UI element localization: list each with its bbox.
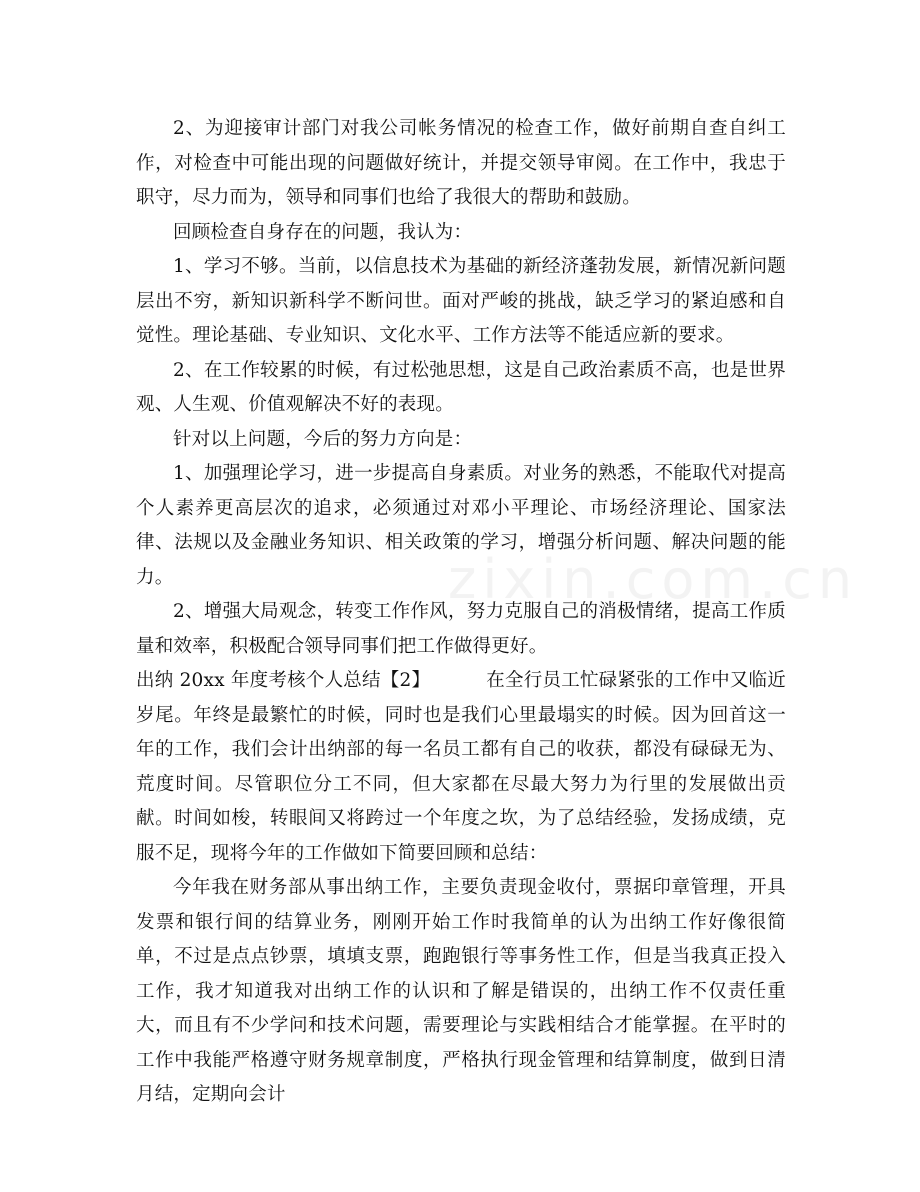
paragraph-problem-1: 1、学习不够。当前，以信息技术为基础的新经济蓬勃发展，新情况新问题层出不穷，新知识新科学不断问世。面对严峻的挑战，缺乏学习的紧迫感和自觉性。理论基础、专业知识、文化水平、工作方法等不能适应新的要求。 [136, 256, 786, 346]
watermark-text: zixin.com.cn [448, 548, 859, 611]
paragraph-direction-intro: 针对以上问题，今后的努力方向是： [173, 428, 473, 450]
paragraph-direction-1: 1、加强理论学习，进一步提高自身素质。对业务的熟悉，不能取代对提高个人素养更高层次的追求，必须通过对邓小平理论、市场经济理论、国家法律、法规以及金融业务知识、相关政策的学习，增强分析问题、解决问题的能力。 [136, 463, 786, 588]
paragraph-direction-2: 2、增强大局观念，转变工作作风，努力克服自己的消极情绪，提高工作质量和效率，积极配合领导同事们把工作做得更好。 [136, 601, 786, 657]
section-2-intro-text: 在全行员工忙碌紧张的工作中又临近岁尾。年终是最繁忙的时候，同时也是我们心里最塌实的时候。因为回首这一年的工作，我们会计出纳部的每一名员工都有自己的收获，都没有碌碌无为、荒度时间。尽管职位分工不同，但大家都在尽最大努力为行里的发展做出贡献。时间如梭，转眼间又将跨过一个年度之坎，为了总结经验，发扬成绩，克服不足，现将今年的工作做如下简要回顾和总结： [136, 670, 786, 864]
section-2-heading: 出纳 20xx 年度考核个人总结【2】 [136, 670, 431, 691]
paragraph-audit-prep: 2、为迎接审计部门对我公司帐务情况的检查工作，做好前期自查自纠工作，对检查中可能出现的问题做好统计，并提交领导审阅。在工作中，我忠于职守，尽力而为，领导和同事们也给了我很大的帮助和鼓励。 [136, 118, 786, 208]
section-2-intro-paragraph [136, 664, 786, 871]
paragraph-review-intro: 回顾检查自身存在的问题，我认为： [173, 221, 473, 243]
paragraph-problem-2: 2、在工作较累的时候，有过松弛思想，这是自己政治素质不高，也是世界观、人生观、价值观解决不好的表现。 [136, 359, 786, 415]
section-2-body-paragraph: 今年我在财务部从事出纳工作，主要负责现金收付，票据印章管理，开具发票和银行间的结算业务，刚刚开始工作时我简单的认为出纳工作好像很简单，不过是点点钞票，填填支票，跑跑银行等事务性工作，但是当我真正投入工作，我才知道我对出纳工作的认识和了解是错误的，出纳工作不仅责任重大，而且有不少学问和技术问题，需要理论与实践相结合才能掌握。在平时的工作中我能严格遵守财务规章制度，严格执行现金管理和结算制度，做到日清月结，定期向会计 [136, 877, 786, 1105]
document-body [136, 112, 786, 1113]
